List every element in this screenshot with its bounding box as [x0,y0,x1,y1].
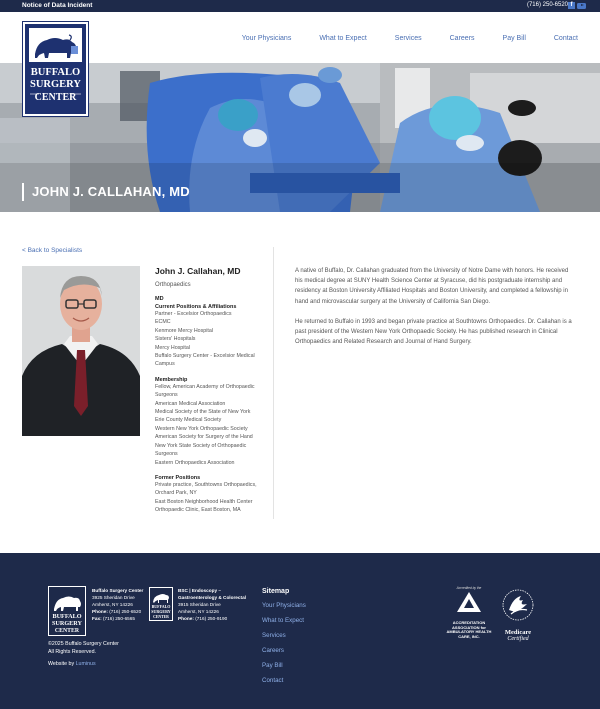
footer-sitemap [262,588,306,685]
accred-text: ACCREDITATION ASSOCIATION for AMBULATORY HEALTH CARE, INC. [446,620,492,639]
footer-logo-endoscopy[interactable] [149,587,173,621]
list-item: American Society for Surgery of the Hand [155,434,253,441]
list-item: Surgeons [155,451,178,458]
footer-bsc-fax: (716) 250-6565 [102,616,136,621]
positions-heading: Current Positions & Affiliations [155,304,237,310]
list-item: Western New York Orthopaedic Society [155,425,248,432]
medicare-cert: Certified [507,636,529,642]
list-item: Eastern Orthopaedics Association [155,459,235,466]
sitemap-heading: Sitemap [262,588,290,595]
footer-bsc-addr2: Amherst, NY 14226 [92,602,133,607]
doctor-photo [22,266,140,436]
rights-line: All Rights Reserved. [48,649,96,655]
footer-bsc-fax-label: Fax: [92,616,102,621]
back-to-specialists-link[interactable]: < Back to Specialists [22,247,83,254]
agency-link[interactable]: Luminus [75,661,96,667]
hhs-eagle-icon [501,588,535,622]
membership-heading: Membership [155,376,188,383]
list-item: New York State Society of Orthopaedic [155,442,247,449]
doctor-name: John J. Callahan, MD [155,266,241,276]
doctor-specialty: Orthopaedics [155,282,191,288]
aaahc-badge [444,586,494,639]
top-phone[interactable]: (716) 250-6520 [526,2,568,8]
nav-careers[interactable]: Careers [449,35,475,42]
list-item: Orthopaedic Clinic, East Boston, MA [155,507,241,514]
nav-contact[interactable]: Contact [553,35,578,42]
list-item: Surgeons [155,392,178,399]
page-title: JOHN J. CALLAHAN, MD [22,183,190,201]
svg-text:CENTER: CENTER [153,615,169,619]
list-item: Erie County Medical Society [155,417,222,424]
copyright [48,640,119,656]
top-bar [0,0,600,12]
footer-address-endoscopy [178,587,253,622]
degree: MD [155,296,164,302]
svg-text:BUFFALO: BUFFALO [52,613,82,620]
list-item: Partner - Excelsior Orthopaedics [155,311,232,317]
list-item: Sisters' Hospitals [155,336,196,343]
list-item: Buffalo Surgery Center - Excelsior Medical [155,353,255,360]
list-item: Medical Society of the State of New York [155,409,251,416]
site-header [0,12,600,63]
biography [295,266,577,347]
list-item: Kenmore Mercy Hospital [155,327,213,334]
website-credit [48,661,96,667]
footer-endo-name: BSC | Endoscopy – Gastroenterology & Colorectal [178,588,246,600]
footer-bsc-phone-label: Phone: [92,609,108,614]
aaahc-triangle-icon [454,590,484,614]
footer-endo-phone[interactable]: (716) 250-9190 [195,616,228,621]
data-incident-link[interactable]: Notice of Data Incident [22,2,93,9]
column-divider [273,247,274,519]
footer-bsc-addr1: 3925 Sheridan Drive [92,595,135,600]
footer-endo-phone-label: Phone: [178,616,194,621]
list-item: American Medical Association [155,400,226,407]
former-positions-list [155,481,267,515]
bio-paragraph-2: He returned to Buffalo in 1993 and began private practice at Southtowns Orthopaedics. Dr. Callahan is a past president of the Western New York Orthopaedic Society. He has published research in Clinical Orthopaedics and Related Research and Journal of Hand Surgery. [295,318,572,346]
list-item: Private practice, Southtowns Orthopaedics, [155,481,257,488]
footer-endo-addr1: 3915 Sheridan Drive [178,602,221,607]
facebook-icon[interactable]: f [568,2,575,9]
positions-list [155,310,267,369]
list-item: ECMC [155,319,171,326]
accred-top-text: Accredited by the [456,586,482,590]
medicare-badge [498,588,538,642]
logo-line-3: CENTER [34,92,77,103]
sitemap-what-to-expect[interactable]: What to Expect [262,616,304,624]
footer-address-bsc [92,587,152,622]
sitemap-services[interactable]: Services [262,631,286,639]
nav-your-physicians[interactable]: Your Physicians [241,35,292,42]
membership-list [155,383,267,467]
site-footer [0,553,600,709]
svg-text:CENTER: CENTER [54,628,80,634]
footer-logo-bsc[interactable] [48,586,86,636]
nav-services[interactable]: Services [394,35,422,42]
nav-what-to-expect[interactable]: What to Expect [319,35,367,42]
former-positions-heading: Former Positions [155,474,201,481]
list-item: Fellow, American Academy of Orthopaedic [155,383,255,390]
hero-banner [0,63,600,212]
sitemap-contact[interactable]: Contact [262,676,284,684]
copyright-line: ©2025 Buffalo Surgery Center [48,641,119,647]
nav-pay-bill[interactable]: Pay Bill [502,35,526,42]
website-by-label: Website by [48,661,75,667]
sitemap-your-physicians[interactable]: Your Physicians [262,601,306,609]
footer-bsc-phone[interactable]: (716) 250-6520 [109,609,142,614]
credentials-column [155,266,267,515]
youtube-icon[interactable] [577,3,586,9]
logo-line-2: SURGERY [30,79,81,90]
site-logo[interactable] [23,22,88,116]
svg-text:SURGERY: SURGERY [51,620,83,627]
bio-paragraph-1: A native of Buffalo, Dr. Callahan graduated from the University of Notre Dame with honors. He received his medical degree at SUNY Health Science Center at Syracuse, did his postgraduate internship and residency at Boston University Affiliated Hospitals and Boston University, and completed a fellowship in hand and microvascular surgery at the University of California San Diego. [295,268,569,305]
list-item: Mercy Hospital [155,344,191,351]
sitemap-pay-bill[interactable]: Pay Bill [262,661,283,669]
footer-endo-addr2: Amherst, NY 14226 [178,609,219,614]
medicare-name: Medicare [504,629,532,636]
list-item: Campus [155,361,175,368]
list-item: Orchard Park, NY [155,490,197,497]
main-nav [214,35,578,42]
footer-bsc-name: Buffalo Surgery Center [92,588,144,593]
svg-text:SURGERY: SURGERY [151,609,171,614]
list-item: East Boston Neighborhood Health Center [155,498,253,505]
logo-line-1: BUFFALO [30,67,81,78]
sitemap-careers[interactable]: Careers [262,646,285,654]
svg-text:BUFFALO: BUFFALO [151,604,171,609]
